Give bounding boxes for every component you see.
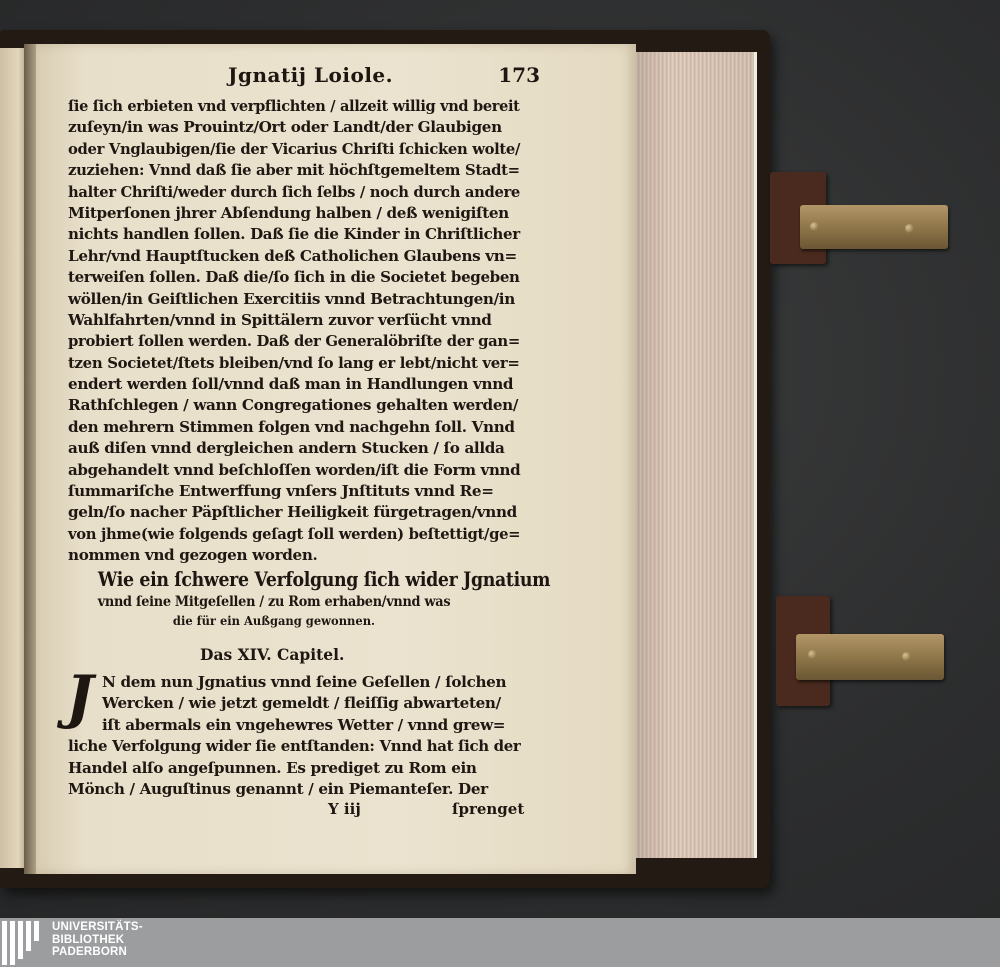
- text-line: wöllen/in Geiſtlichen Exercitiis vnnd Betrachtungen/in: [68, 289, 515, 308]
- text-line: zuziehen: Vnnd daß ſie aber mit höchſtgemeltem Stadt=: [68, 161, 520, 180]
- text-line: halter Chriſti/weder durch ſich ſelbs / noch durch andere: [68, 182, 520, 201]
- upper-clasp-rivet: [810, 222, 819, 231]
- text-line: ſummariſche Entwerffung vnſers Jnſtituts vnnd Re=: [68, 482, 494, 501]
- library-name-line-2: BIBLIOTHEK: [52, 933, 125, 946]
- text-line: liche Verfolgung wider ſie entſtanden: Vnnd hat ſich der: [68, 737, 521, 756]
- text-line: zuſeyn/in was Prouintz/Ort oder Landt/der Glaubigen: [68, 118, 502, 137]
- text-line: Wercken / wie jetzt gemeldt / fleiſſig abwarteten/: [102, 694, 501, 713]
- library-name-line-1: UNIVERSITÄTS-: [52, 921, 143, 933]
- text-line: von jhme(wie folgends geſagt ſoll werden) beſtettigt/ge=: [68, 524, 521, 543]
- text-line: probiert ſollen werden. Daß der Generalöbriſte der gan=: [68, 332, 520, 351]
- running-title: Jgnatij Loiole.: [228, 63, 394, 87]
- text-line: Mönch / Auguſtinus genannt / ein Piemanteſer. Der: [68, 779, 488, 798]
- text-line: Rathſchlegen / wann Congregationes gehalten werden/: [68, 396, 519, 415]
- heading-line-3: die für ein Außgang gewonnen.: [172, 613, 376, 628]
- chapter-title: Das XIV. Capitel.: [200, 645, 345, 664]
- page-number: 173: [498, 63, 540, 87]
- lower-clasp-rivet: [808, 650, 817, 659]
- text-line: abgehandelt vnnd beſchloſſen worden/iſt die Form vnnd: [68, 460, 521, 479]
- left-page-edge: [0, 48, 26, 868]
- text-line: nichts handlen ſollen. Daß ſie die Kinder in Chriſtlicher: [68, 225, 520, 244]
- running-head: [66, 63, 540, 87]
- catchword: ſprenget: [452, 800, 525, 818]
- page-footer: [68, 800, 525, 824]
- lower-clasp-plate: [796, 634, 944, 680]
- text-line: tzen Societet/ſtets bleiben/vnd ſo lang er lebt/nicht ver=: [68, 353, 520, 372]
- text-line: endert werden ſoll/vnnd daß man in Handlungen vnnd: [68, 375, 514, 394]
- fore-edge-shading: [636, 52, 754, 858]
- library-name: [52, 921, 143, 959]
- upper-clasp-rivet: [905, 224, 914, 233]
- heading-line-1: Wie ein ſchwere Verfolgung ſich wider Jgnatium: [97, 567, 551, 591]
- library-logo-icon: [2, 921, 46, 965]
- text-line: terweiſen ſollen. Daß die/ſo ſich in die Societet begeben: [68, 268, 520, 287]
- text-line: Lehr/vnd Hauptſtucken deß Catholichen Glaubens vn=: [68, 246, 517, 265]
- text-line: auß diſen vnnd dergleichen andern Stucken / ſo allda: [68, 439, 505, 458]
- text-line: den mehrern Stimmen folgen vnd nachgehn ſoll. Vnnd: [68, 417, 515, 436]
- text-line: nommen vnd gezogen worden.: [68, 546, 318, 565]
- drop-cap-initial: J: [66, 663, 94, 731]
- signature-mark: Y iij: [328, 800, 361, 818]
- section-heading: [68, 566, 551, 630]
- text-line: iſt abermals ein vngehewres Wetter / vnnd grew=: [102, 715, 506, 734]
- library-name-line-3: PADERBORN: [52, 946, 128, 958]
- text-line: ſie ſich erbieten vnd verpflichten / allzeit willig vnd bereit: [68, 97, 520, 115]
- text-line: geln/ſo nacher Päpſtlicher Heiligkeit fürgetragen/vnnd: [68, 503, 517, 522]
- text-line: Mitperſonen jhrer Abſendung halben / deß wenigiſten: [68, 203, 509, 222]
- library-footer-bar: [0, 918, 1000, 967]
- text-line: Wahlfahrten/vnnd in Spittälern zuvor verſücht vnnd: [68, 310, 492, 329]
- text-line: N dem nun Jgnatius vnnd ſeine Geſellen / ſolchen: [102, 673, 507, 691]
- heading-line-2: vnnd ſeine Mitgeſellen / zu Rom erhaben/vnnd was: [97, 594, 451, 610]
- body-text: [68, 96, 520, 567]
- chapter-text: [68, 672, 520, 800]
- upper-clasp-plate: [800, 205, 948, 249]
- text-line: oder Vnglaubigen/ſie der Vicarius Chriſti ſchicken wolte/: [68, 139, 521, 158]
- text-line: Handel alſo angeſpunnen. Es prediget zu Rom ein: [68, 758, 477, 777]
- lower-clasp-rivet: [902, 652, 911, 661]
